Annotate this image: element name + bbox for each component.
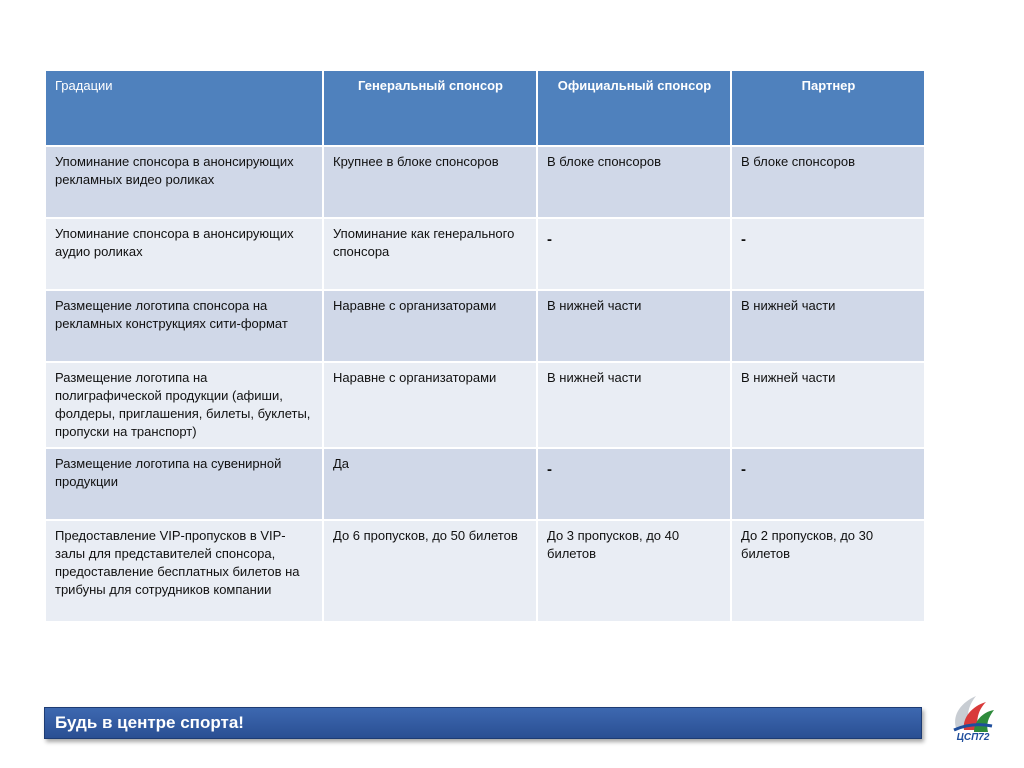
cell-official: В блоке спонсоров xyxy=(537,146,731,218)
table-row xyxy=(45,362,925,448)
row-label: Упоминание спонсора в анонсирующих аудио роликах xyxy=(45,218,323,290)
slogan-bar xyxy=(44,707,922,739)
table-row xyxy=(45,520,925,622)
row-label: Предоставление VIP-пропусков в VIP-залы для представителей спонсора, предоставление бесплатных билетов на трибуны для сотрудников компании xyxy=(45,520,323,622)
cell-general: Крупнее в блоке спонсоров xyxy=(323,146,537,218)
row-label: Упоминание спонсора в анонсирующих рекламных видео роликах xyxy=(45,146,323,218)
cell-general: Упоминание как генерального спонсора xyxy=(323,218,537,290)
table-row xyxy=(45,218,925,290)
cell-official: В нижней части xyxy=(537,362,731,448)
csp72-logo xyxy=(946,692,998,744)
cell-partner: В нижней части xyxy=(731,362,925,448)
cell-partner: - xyxy=(741,461,746,478)
cell-official: В нижней части xyxy=(537,290,731,362)
cell-partner: В блоке спонсоров xyxy=(731,146,925,218)
table-row xyxy=(45,448,925,520)
table-row xyxy=(45,146,925,218)
cell-general: Да xyxy=(323,448,537,520)
sponsorship-table xyxy=(44,69,926,623)
cell-official: - xyxy=(547,461,552,478)
cell-partner: До 2 пропусков, до 30 билетов xyxy=(731,520,925,622)
cell-general: Наравне с организаторами xyxy=(323,362,537,448)
row-label: Размещение логотипа на полиграфической продукции (афиши, фолдеры, приглашения, билеты, буклеты, пропуски на транспорт) xyxy=(45,362,323,448)
cell-general: Наравне с организаторами xyxy=(323,290,537,362)
logo-text: ЦСП72 xyxy=(956,732,990,743)
cell-partner: - xyxy=(741,231,746,248)
cell-partner: В нижней части xyxy=(731,290,925,362)
sport-flame-logo-icon xyxy=(946,692,998,734)
cell-general: До 6 пропусков, до 50 билетов xyxy=(323,520,537,622)
header-partner: Партнер xyxy=(731,70,925,146)
row-label: Размещение логотипа спонсора на рекламных конструкциях сити-формат xyxy=(45,290,323,362)
header-gradations: Градации xyxy=(45,70,323,146)
header-official-sponsor: Официальный спонсор xyxy=(537,70,731,146)
table-header-row xyxy=(45,70,925,146)
table-row xyxy=(45,290,925,362)
cell-official: До 3 пропусков, до 40 билетов xyxy=(537,520,731,622)
slogan-text: Будь в центре спорта! xyxy=(55,713,244,732)
cell-official: - xyxy=(547,231,552,248)
header-general-sponsor: Генеральный спонсор xyxy=(323,70,537,146)
row-label: Размещение логотипа на сувенирной продукции xyxy=(45,448,323,520)
